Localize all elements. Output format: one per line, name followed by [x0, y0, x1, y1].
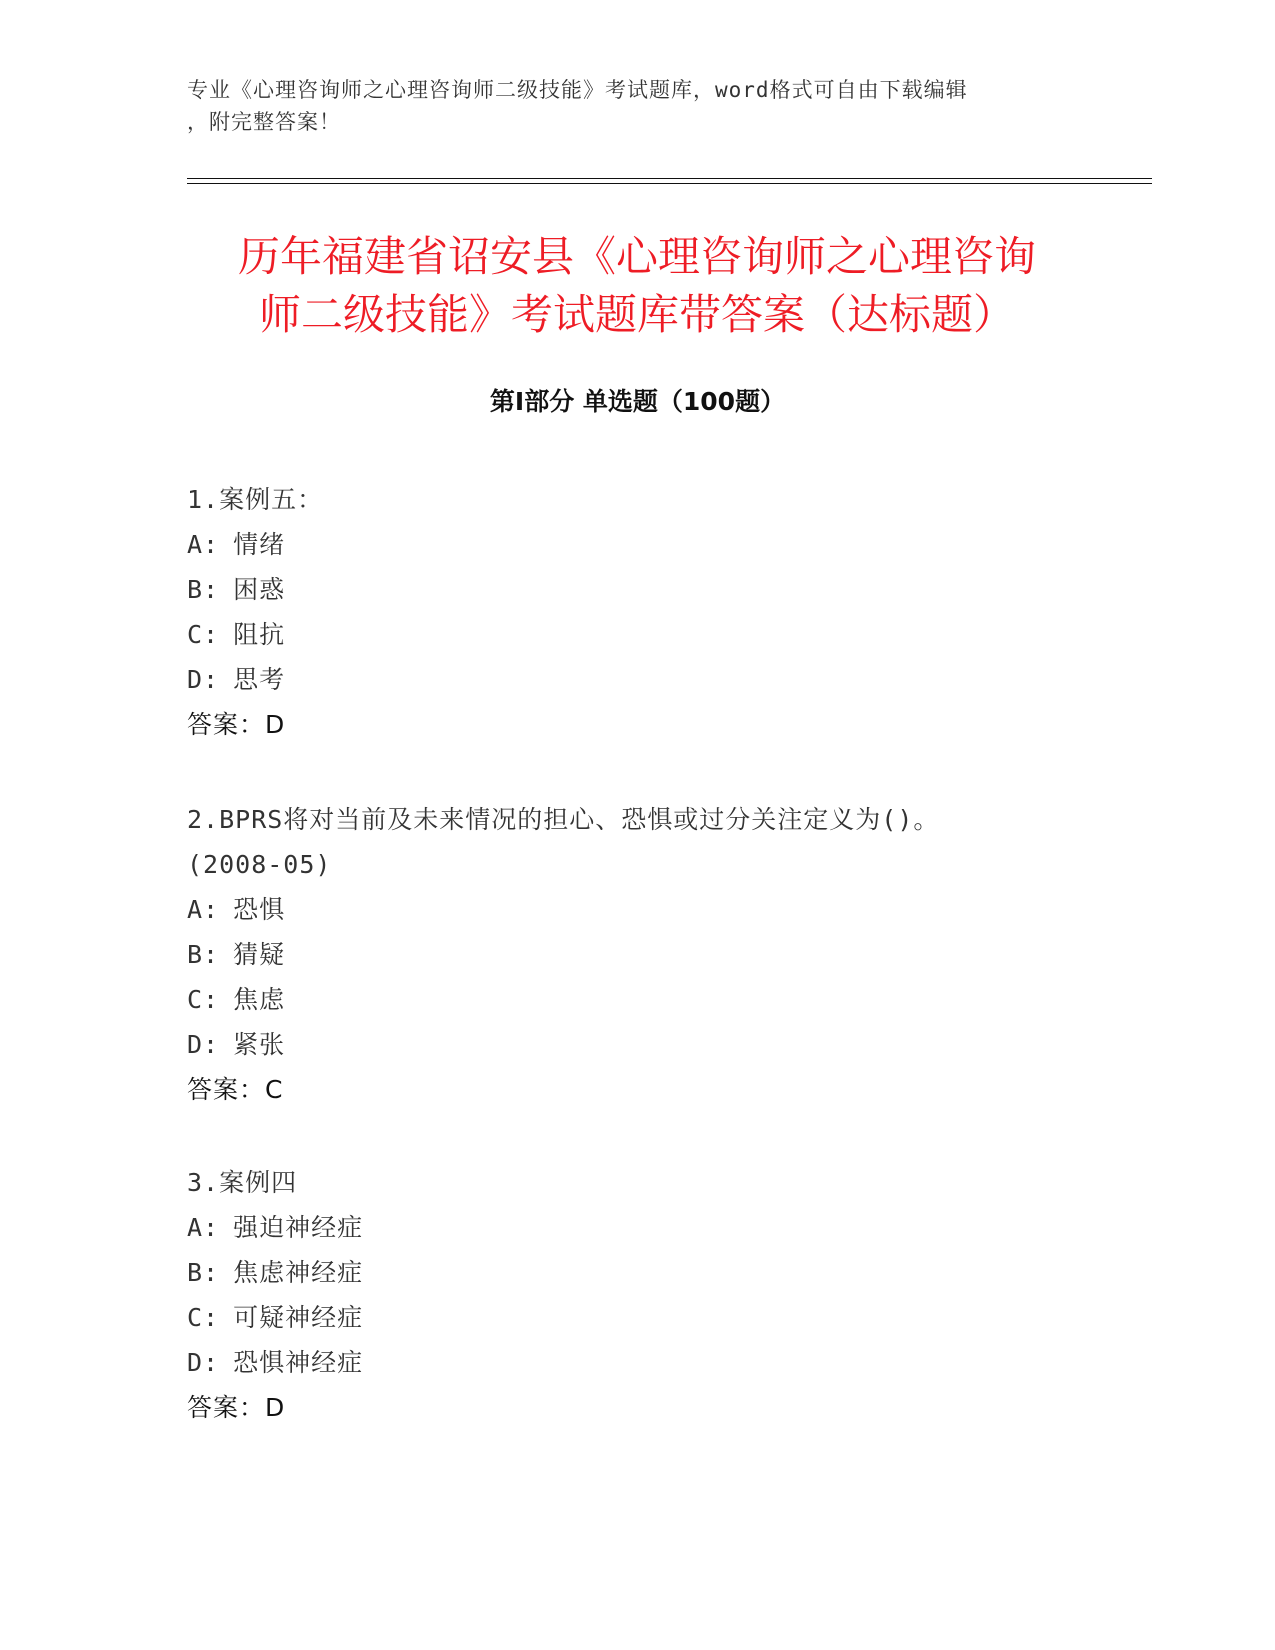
question-stem: 2.BPRS将对当前及未来情况的担心、恐惧或过分关注定义为()。	[187, 805, 940, 834]
option-d	[187, 1340, 1067, 1385]
option-b	[187, 567, 1067, 612]
option-text: 情绪	[233, 530, 286, 559]
option-text: 强迫神经症	[233, 1213, 364, 1242]
option-letter: C:	[187, 985, 220, 1014]
option-letter: B:	[187, 1258, 220, 1287]
option-letter: A:	[187, 1213, 220, 1242]
question-stem-continuation: (2008-05)	[187, 850, 332, 879]
question-2	[187, 797, 1067, 1112]
option-letter: C:	[187, 620, 220, 649]
header-note-line-2: ，附完整答案！	[187, 110, 341, 134]
document-title-line-1: 历年福建省诏安县《心理咨询师之心理咨询	[237, 232, 1036, 281]
question-stem: 1.案例五：	[187, 485, 324, 514]
option-text: 紧张	[233, 1030, 286, 1059]
option-c	[187, 612, 1067, 657]
option-letter: D:	[187, 1348, 220, 1377]
question-3	[187, 1160, 1067, 1430]
question-1	[187, 477, 1067, 747]
header-divider-top	[187, 178, 1152, 179]
option-letter: C:	[187, 1303, 220, 1332]
answer-line: 答案：D	[187, 1393, 286, 1422]
option-text: 思考	[233, 665, 286, 694]
option-text: 猜疑	[233, 940, 286, 969]
option-text: 恐惧神经症	[233, 1348, 364, 1377]
option-a	[187, 522, 1067, 567]
option-text: 可疑神经症	[233, 1303, 364, 1332]
option-letter: B:	[187, 575, 220, 604]
document-title	[187, 228, 1087, 344]
question-stem: 3.案例四	[187, 1168, 298, 1197]
option-d	[187, 657, 1067, 702]
option-text: 焦虑神经症	[233, 1258, 364, 1287]
option-text: 恐惧	[233, 895, 286, 924]
answer-line: 答案：D	[187, 710, 286, 739]
document-title-line-2: 师二级技能》考试题库带答案（达标题）	[258, 290, 1015, 339]
option-b	[187, 932, 1067, 977]
option-text: 阻抗	[233, 620, 286, 649]
option-text: 焦虑	[233, 985, 286, 1014]
option-letter: D:	[187, 1030, 220, 1059]
option-d	[187, 1022, 1067, 1067]
option-letter: A:	[187, 530, 220, 559]
section-heading: 第Ⅰ部分 单选题（100题）	[489, 387, 786, 416]
answer-line: 答案：C	[187, 1075, 284, 1104]
header-note	[187, 74, 1067, 138]
option-letter: A:	[187, 895, 220, 924]
header-note-line-1: 专业《心理咨询师之心理咨询师二级技能》考试题库，word格式可自由下载编辑	[187, 78, 968, 102]
option-a	[187, 1205, 1067, 1250]
option-b	[187, 1250, 1067, 1295]
option-letter: B:	[187, 940, 220, 969]
header-divider-bottom	[187, 183, 1152, 184]
option-c	[187, 977, 1067, 1022]
option-c	[187, 1295, 1067, 1340]
option-letter: D:	[187, 665, 220, 694]
option-a	[187, 887, 1067, 932]
option-text: 困惑	[233, 575, 286, 604]
